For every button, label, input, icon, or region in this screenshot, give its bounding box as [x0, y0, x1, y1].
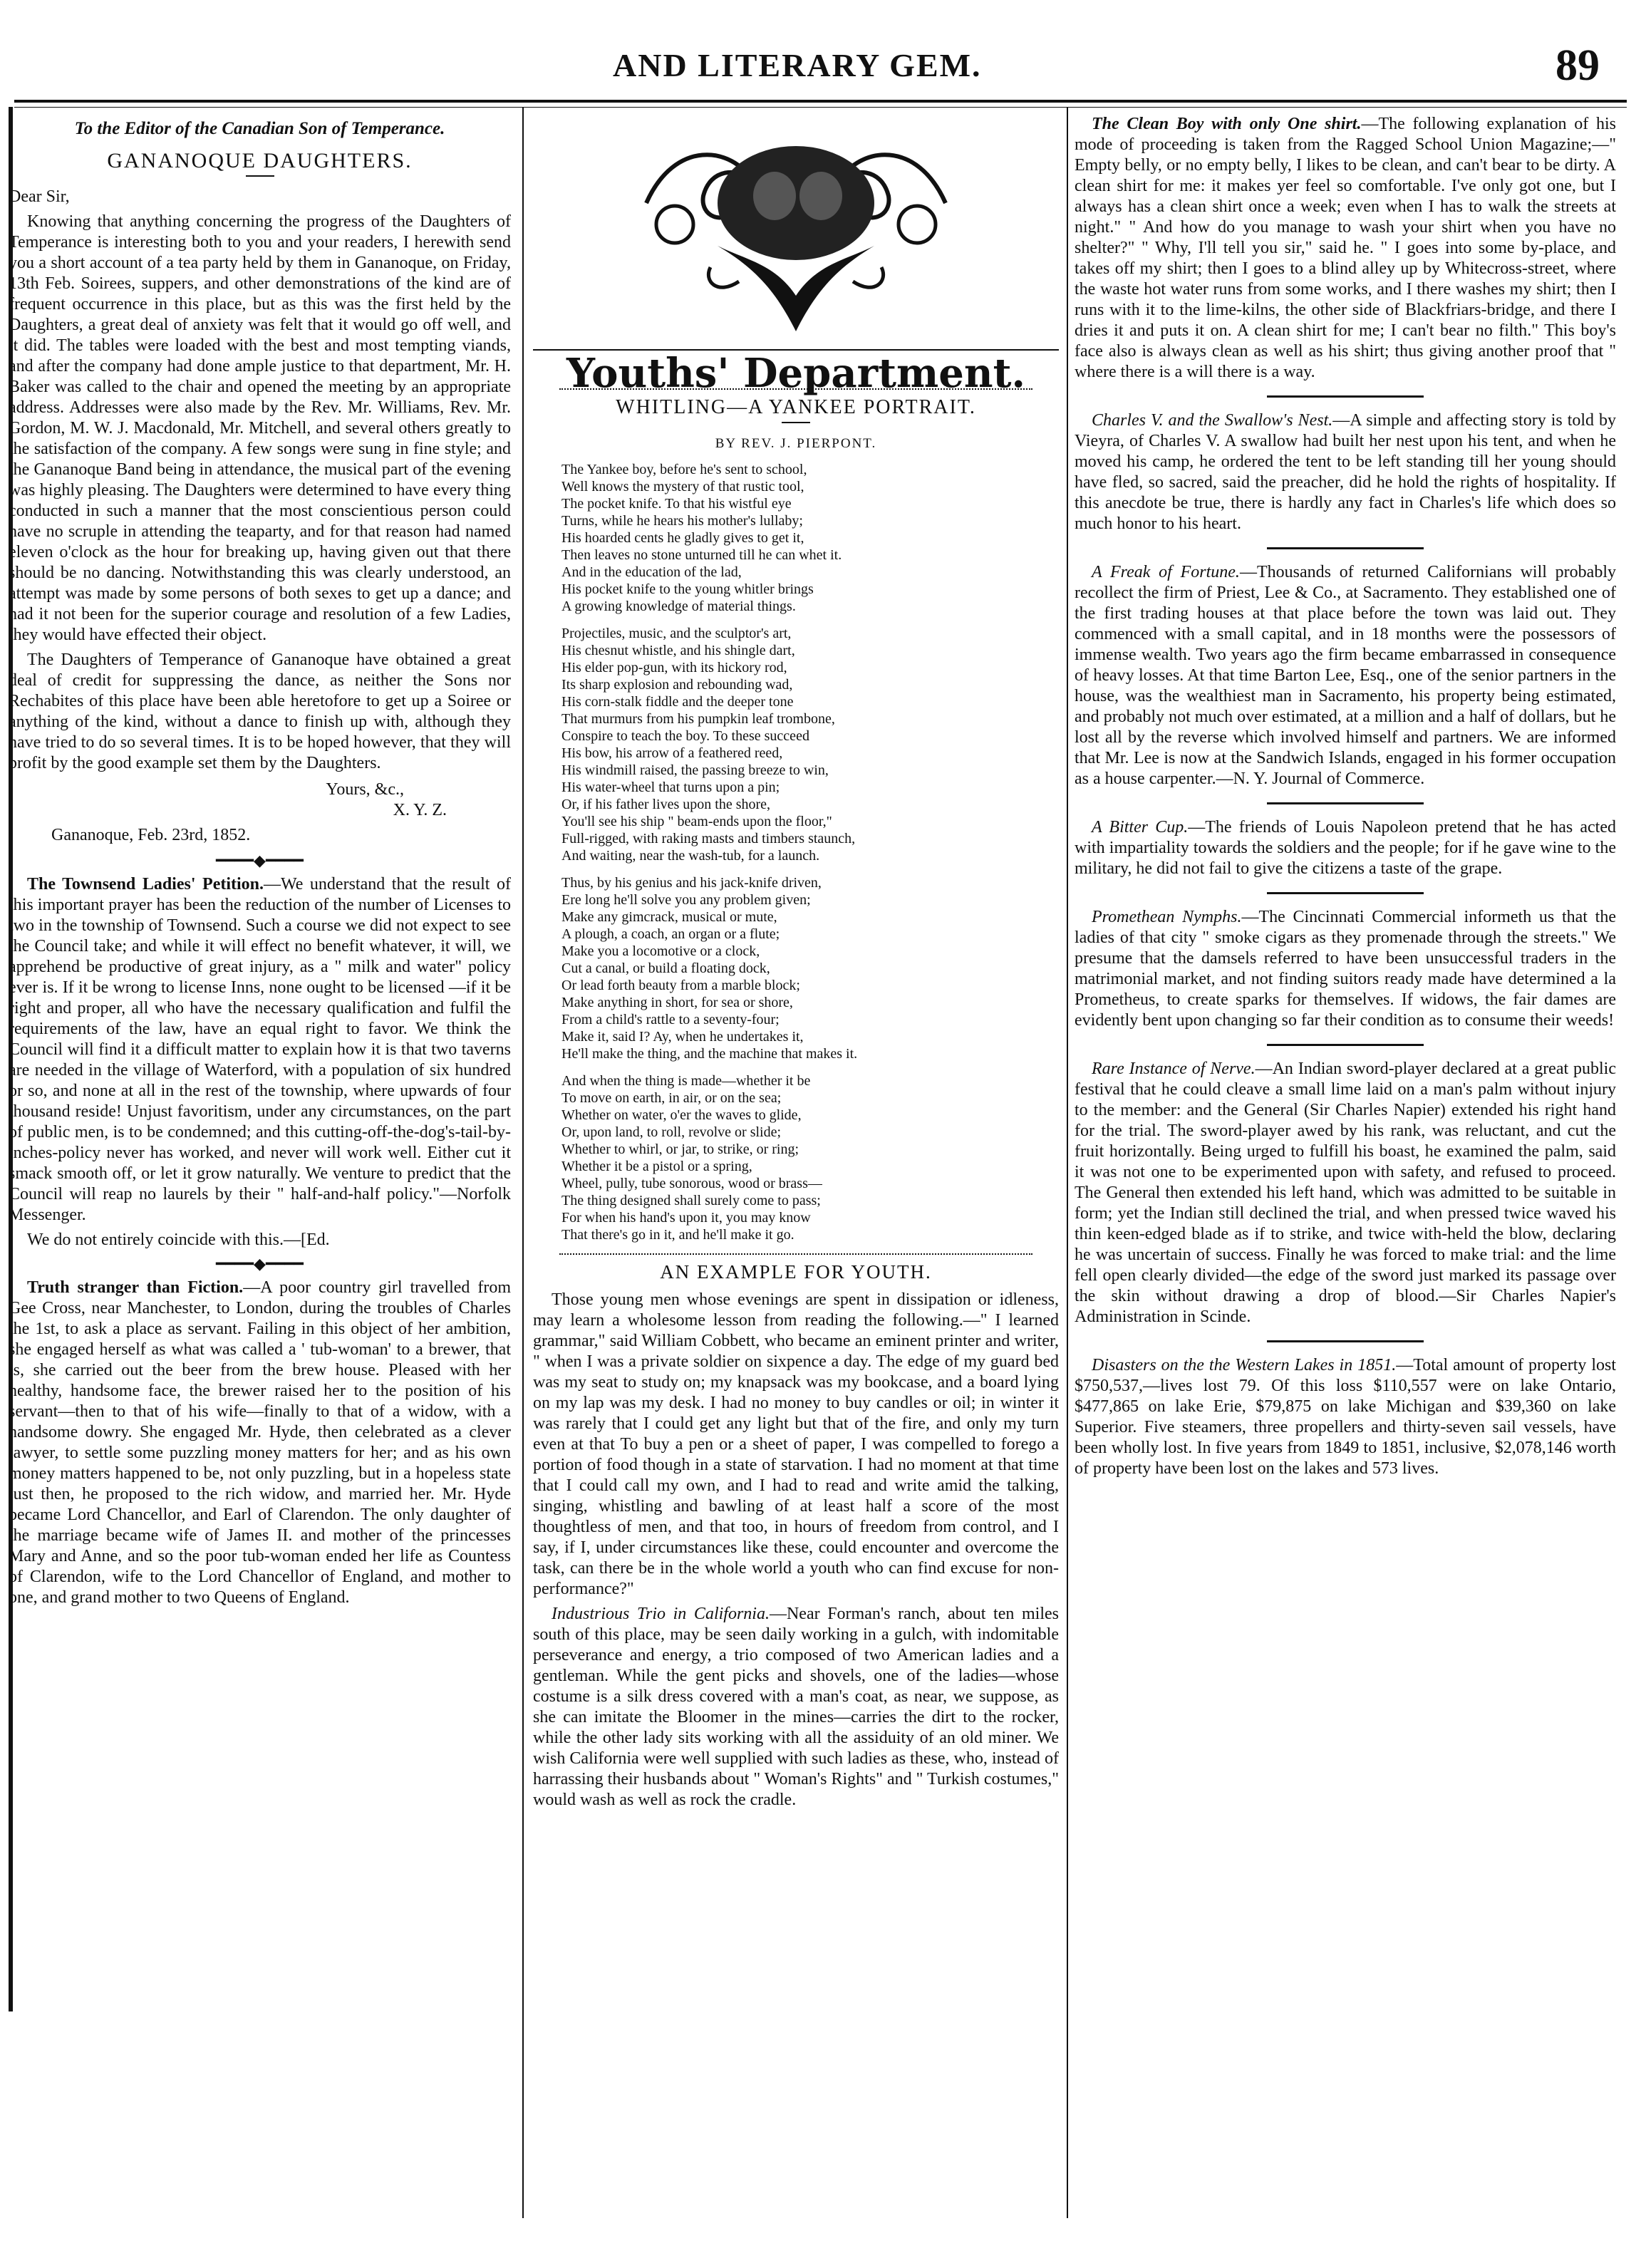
letter-dateline: Gananoque, Feb. 23rd, 1852. — [51, 826, 251, 844]
decorative-vignette — [533, 114, 1059, 351]
nerve-article — [1075, 1059, 1616, 1327]
article-separator — [1267, 1044, 1424, 1046]
truth-article — [9, 1278, 511, 1608]
poem-line: The Yankee boy, before he's sent to school, — [561, 462, 807, 477]
example-paragraph: Those young men whose evenings are spent in dissipation or idleness, may learn a wholesome lesson from reading the following.—" I learned grammar," said William Cobbett, who became an eminent printer and writer, " when I was a private soldier on sixpence a day. The edge of my guard bed was my seat to study on; my knapsack was my bookcase, and a board lying on my lap was my desk. I had no money to buy candles or oil; in winter it was rarely that I could get any light but that of the fire, and only my turn even at that To buy a pen or a sheet of paper, I was compelled to forego a portion of food though in a state of starvation. I had no moment at that time that I could call my own, and I had to read and write amid the talking, singing, whistling and bawling of at least half a score of the most thoughtless of men, and that too, in hours of freedom from control, and I say, if I, under circumstances like these, could encounter and overcome the task, can there be in the whole world a youth who can find excuse for non-performance?" — [533, 1290, 1059, 1598]
trio-text: —Near Forman's ranch, about ten miles south of this place, may be seen daily working in a gulch, with indomitable perseverance and energy, a trio composed of two American ladies and a gentleman. While the gent picks and shovels, one of the ladies—whose costume is a silk dress covered with a man's coat, as near, we suppose, as she can imitate the Bloomer in the mines—carries the dirt to the rocker, while the other lady sits working with all the assiduity of an old miner. We wish California were well supplied with such ladies as these, who, instead of harrassing their husbands about " Woman's Rights" and " Turkish costumes," would wash as well as rock the cradle. — [533, 1605, 1059, 1809]
disasters-text: —Total amount of property lost $750,537,—lives lost 79. Of this loss $110,557 were on lake Ontario, $477,865 on lake Erie, $79,875 on lake Michigan and $39,360 on lake Superior. Five steamers, three propellers and thirty-seven sail vessels, have been wholly lost. In five years from 1849 to 1851, inclusive, $2,078,146 worth of property have been lost on the lakes and 573 lives. — [1075, 1356, 1616, 1478]
disasters-title: Disasters on the the Western Lakes in 1851. — [1092, 1356, 1397, 1374]
poem-line: You'll see his ship " beam-ends upon the floor," — [561, 814, 832, 829]
poem-line: Turns, while he hears his mother's lullaby; — [561, 513, 803, 529]
charles-article — [1075, 410, 1616, 534]
poem-title: WHITLING—A YANKEE PORTRAIT. — [616, 396, 976, 418]
heading-dash — [246, 175, 274, 177]
promethean-article — [1075, 907, 1616, 1031]
townsend-title: The Townsend Ladies' Petition. — [27, 875, 264, 894]
poem-line: And in the education of the lad, — [561, 564, 742, 580]
freak-text: —Thousands of returned Californians will probably recollect the firm of Priest, Lee & Co., at Sacramento. They established one of the first trading houses at that place before the town was laid out. They commenced with a small capital, and in 18 months were the possessors of immense wealth. Two years ago the firm became embarrassed in consequence of heavy losses. At that time Barton Lee, Esq., one of the senior partners in the house, was the wealthiest man in Sacramento, his property being estimated, and probably not much over estimated, at a million and a half of dollars, but he lost all by the reverse which involved himself and partners. We are informed that Mr. Lee is now at the Sandwich Islands, engaged in his former occupation as a house carpenter.—N. Y. Journal of Commerce. — [1075, 563, 1616, 788]
poem-line: A plough, a coach, an organ or a flute; — [561, 926, 780, 942]
article-heading-gananoque: GANANOQUE DAUGHTERS. — [107, 149, 413, 172]
poem-line: Make anything in short, for sea or shore, — [561, 995, 793, 1010]
editor-line: To the Editor of the Canadian Son of Temperance. — [74, 119, 445, 138]
poem-line: He'll make the thing, and the machine that makes it. — [561, 1046, 858, 1062]
trio-title: Industrious Trio in California. — [552, 1605, 770, 1623]
poem-line: To move on earth, in air, or on the sea; — [561, 1090, 782, 1106]
poem-line: His bow, his arrow of a feathered reed, — [561, 745, 783, 761]
article-separator — [1267, 547, 1424, 549]
article-separator — [1267, 802, 1424, 804]
poem-line: Ere long he'll solve you any problem given; — [561, 892, 811, 908]
poem-line: Make any gimcrack, musical or mute, — [561, 909, 777, 925]
poem-line: Its sharp explosion and rebounding wad, — [561, 677, 793, 693]
column-divider-2 — [1067, 107, 1068, 2218]
poem-line: For when his hand's upon it, you may know — [561, 1210, 811, 1226]
bitter-text: —The friends of Louis Napoleon pretend that he has acted with impartiality towards the soldiers and the people; for if he gave wine to the military, he did not fail to give the citizens a taste of the grape. — [1075, 818, 1616, 878]
trio-article — [533, 1604, 1059, 1811]
example-heading: AN EXAMPLE FOR YOUTH. — [660, 1261, 932, 1283]
page-header — [0, 39, 1641, 96]
poem-line: And when the thing is made—whether it be — [561, 1073, 811, 1089]
clean-boy-text: —The following explanation of his mode of proceeding is taken from the Ragged School Union Magazine;—" Empty belly, or no empty belly, I likes to be clean, and can't bear to be dirty. A clean shirt for me: it makes yer feel so comfortable. I've only got one, but I always has a clean shirt once a week; even when I has to walk the streets at night." " And how do you manage to wash your shirt when you have no shelter?" " Why, I'll tell you sir," said he. " I goes into some by-place, and takes off my shirt; then I goes to a blind alley up by Whitecross-street, where the waste hot water runs from some works, and I there washes my shirt; then I runs with it to the lime-kilns, the other side of Blackfriars-bridge, and there I dries it and puts it on. A clean shirt for me; I can't bear no filth." This boy's face also is always clean as well as his shirt; thus giving another proof that " where there is a will there is a way. — [1075, 115, 1616, 381]
clean-boy-article — [1075, 114, 1616, 383]
letter-closing: Yours, &c., — [326, 780, 404, 799]
poem-line: His hoarded cents he gladly gives to get it, — [561, 530, 804, 546]
poem-line: Or, upon land, to roll, revolve or slide; — [561, 1124, 782, 1140]
letter-paragraph-2: The Daughters of Temperance of Gananoque have obtained a great deal of credit for suppressing the dance, as neither the Sons nor Rechabites of this place have been able heretofore to get up a Soiree or anything of the kind, without a dance to finish up with, although they have tried to do so several times. It is to be hoped however, that they will profit by the good example set them by the Daughters. — [9, 651, 511, 772]
poem-line: Or lead forth beauty from a marble block; — [561, 978, 800, 993]
section-ornament: ━━━━◆━━━━ — [216, 851, 304, 869]
poem-line: The thing designed shall surely come to pass; — [561, 1193, 821, 1208]
poem-line: Whether to whirl, or jar, to strike, or ring; — [561, 1141, 799, 1157]
poem-line: Make it, said I? Ay, when he undertakes it, — [561, 1029, 804, 1045]
townsend-article — [9, 874, 511, 1226]
poem-line: Wheel, pully, tube sonorous, wood or brass— — [561, 1176, 822, 1191]
poem-line: His elder pop-gun, with its hickory rod, — [561, 660, 787, 675]
promethean-title: Promethean Nymphs. — [1092, 908, 1242, 926]
letter-signature: X. Y. Z. — [393, 801, 447, 819]
disasters-article — [1075, 1355, 1616, 1479]
poem-line: Cut a canal, or build a floating dock, — [561, 960, 770, 976]
wavy-rule — [559, 1253, 1032, 1255]
column-1 — [9, 114, 511, 2225]
poem-line: Projectiles, music, and the sculptor's art, — [561, 626, 792, 641]
department-title: Youths' Department. — [566, 350, 1025, 397]
charles-title: Charles V. and the Swallow's Nest. — [1092, 411, 1333, 430]
poem-stanza — [561, 625, 1059, 864]
running-title: AND LITERARY GEM. — [613, 47, 982, 83]
poem-line: Make you a locomotive or a clock, — [561, 943, 760, 959]
poem-line: And waiting, near the wash-tub, for a launch. — [561, 848, 820, 864]
poem-line: That murmurs from his pumpkin leaf trombone, — [561, 711, 835, 727]
clean-boy-title: The Clean Boy with only One shirt. — [1092, 115, 1362, 133]
article-separator — [1267, 892, 1424, 894]
poem-body — [561, 461, 1059, 1243]
poem-line: Or, if his father lives upon the shore, — [561, 797, 771, 812]
charles-text: —A simple and affecting story is told by Vieyra, of Charles V. A swallow had built her nest upon his tent, and when he moved his camp, he ordered the tent to be left standing till her young should have fled, so sacred, said the preacher, did he hold the rights of hospitality. If this anecdote be true, there is hardly any fact in Charles's life which does so much honor to his heart. — [1075, 411, 1616, 533]
poem-line: Well knows the mystery of that rustic tool, — [561, 479, 804, 494]
truth-title: Truth stranger than Fiction. — [27, 1278, 244, 1297]
poem-line: His water-wheel that turns upon a pin; — [561, 780, 780, 795]
poem-line: Whether it be a pistol or a spring, — [561, 1159, 752, 1174]
section-ornament: ━━━━◆━━━━ — [216, 1255, 304, 1273]
poem-stanza — [561, 874, 1059, 1062]
nerve-text: —An Indian sword-player declared at a great public festival that he could cleave a small lime laid on a man's palm without injury to the member: and the General (Sir Charles Napier) extended his right hand for the trial. The sword-player awed by his rank, was reluctant, and cut the fruit horizontally. Being urged to fulfill his boast, he examined the palm, said it was not one to be experimented upon with safety, and refused to proceed. The General then extended his left hand, which was admitted to be suitable in form; yet the Indian still declined the trial, and when pressed twice waved his thin keen-edged blade as if to strike, and twice with-held the blow, declaring he was uncertain of success. Finally he was forced to make trial: and the lime fell open clearly divided—the edge of the sword just marked its passage over the skin without drawing a drop of blood.—Sir Charles Napier's Administration in Scinde. — [1075, 1060, 1616, 1326]
poem-line: His chesnut whistle, and his shingle dart, — [561, 643, 795, 658]
heading-dash — [782, 422, 810, 423]
poem-line: Whether on water, o'er the waves to glide, — [561, 1107, 802, 1123]
editor-note: We do not entirely coincide with this.—[Ed. — [27, 1231, 330, 1249]
truth-text: —A poor country girl travelled from Gee Cross, near Manchester, to London, during the troubles of Charles the 1st, to ask a place as servant. Failing in this object of her ambition, she engaged herself as what was called a ' tub-woman' to a brewer, that is, she carried out the beer from the brew house. Pleased with her healthy, handsome face, the brewer raised her to the position of his servant—then to that of his wife—finally to that of a widow, with a handsome dowry. She engaged Mr. Hyde, then celebrated as a clever lawyer, to settle some puzzling money matters for her; and as his own money matters happened to be, not only puzzling, but in a hopeless state just then, he proposed to the rich widow, and married her. Mr. Hyde became Lord Chancellor, and Earl of Clarendon. The only daughter of the marriage became wife of James II. and mother of the princesses Mary and Anne, and so the poor tub-woman ended her life as Countess of Clarendon, wife to the Lord Chancellor of England, and mother to one, and grand mother to two Queens of England. — [9, 1278, 511, 1607]
poem-line: His windmill raised, the passing breeze to win, — [561, 762, 829, 778]
poem-line: A growing knowledge of material things. — [561, 599, 796, 614]
freak-article — [1075, 562, 1616, 789]
bitter-article — [1075, 817, 1616, 879]
header-rule — [14, 100, 1627, 108]
column-divider-1 — [522, 107, 524, 2218]
article-separator — [1267, 1340, 1424, 1342]
article-separator — [1267, 395, 1424, 398]
column-3 — [1075, 114, 1616, 2225]
poem-line: The pocket knife. To that his wistful eye — [561, 496, 792, 512]
poem-line: That there's go in it, and he'll make it go. — [561, 1227, 794, 1243]
promethean-text: —The Cincinnati Commercial informeth us that the ladies of that city " smoke cigars as they promenade through the streets." We presume that the damsels referred to have been unsuccessful traders in the matrimonial market, and not finding suitors ready made have determined a la Prometheus, to create sparks for themselves. If widows, the fair dames are evidently bent upon changing so far their condition as to consume their weeds! — [1075, 908, 1616, 1030]
freak-title: A Freak of Fortune. — [1092, 563, 1240, 581]
column-2 — [533, 114, 1059, 2225]
poem-stanza — [561, 461, 1059, 615]
poem-line: Full-rigged, with raking masts and timbers staunch, — [561, 831, 856, 846]
bitter-title: A Bitter Cup. — [1092, 818, 1189, 837]
poem-line: His corn-stalk fiddle and the deeper tone — [561, 694, 794, 710]
letter-paragraph-1: Knowing that anything concerning the progress of the Daughters of Temperance is interesting both to you and your readers, I herewith send you a short account of a tea party held by them in Gananoque, on Friday, 13th Feb. Soirees, suppers, and other demonstrations of the kind are of frequent occurrence in this place, but as this was the first held by the Daughters, a great deal of anxiety was felt that it would go off well, and it did. The tables were loaded with the best and most tempting viands, and after the company had done ample justice to that department, Mr. H. Baker was called to the chair and opened the meeting by an appropriate address. Addresses were also made by the Rev. Mr. Williams, Rev. Mr. Gordon, M. W. J. Macdonald, Mr. Mitchell, and several others greatly to the satisfaction of the company. A few songs were sung in fine style; and the Gananoque Band being in attendance, the musical part of the evening was highly pleasing. The Daughters were determined to have every thing conducted in such a manner that the most conscientious person could have no scruple in attending the teaparty, and for that reason had named eleven o'clock as the hour for breaking up, having given out that there should be no dancing. Notwithstanding this was clearly understood, an attempt was made by some persons of both sexes to get up a dance; and had it not been for the superior courage and resolution of a few Ladies, they would have effected their object. — [9, 212, 511, 644]
poem-line: From a child's rattle to a seventy-four; — [561, 1012, 780, 1027]
poem-line: Conspire to teach the boy. To these succeed — [561, 728, 809, 744]
page-number: 89 — [1555, 41, 1600, 90]
townsend-text: —We understand that the result of this important prayer has been the reduction of the number of Licenses to two in the township of Townsend. Such a course we did not expect to see the Council take; and while it will effect no benefit whatever, it will, we apprehend be productive of great injury, as a " milk and water" policy ever is. If it be wrong to license Inns, none ought to be licensed —if it be right and proper, all who have the necessary qualification and fulfil the requirements of the law, have an equal right to favor. We think the Council will find it a difficult matter to explain how it is that two taverns are needed in the village of Waterford, with a population of six hundred or so, and none at all in the rest of the township, where upwards of four thousand reside! Unjust favoritism, under any circumstances, on the part of public men, is to be condemned; and this cutting-off-the-dog's-tail-by-inches-policy never has worked, and never will work well. Either cut it smack smooth off, or let it grow naturally. We venture to predict that the Council will reap no laurels by their " half-and-half policy."—Norfolk Messenger. — [9, 875, 511, 1224]
nerve-title: Rare Instance of Nerve. — [1092, 1060, 1256, 1078]
poem-stanza — [561, 1072, 1059, 1243]
salutation: Dear Sir, — [9, 187, 70, 206]
poem-line: Thus, by his genius and his jack-knife driven, — [561, 875, 822, 891]
poem-line: His pocket knife to the young whitler brings — [561, 581, 814, 597]
vignette-illustration-icon — [632, 125, 960, 338]
poem-author: BY REV. J. PIERPONT. — [715, 436, 877, 451]
poem-line: Then leaves no stone unturned till he can whet it. — [561, 547, 842, 563]
